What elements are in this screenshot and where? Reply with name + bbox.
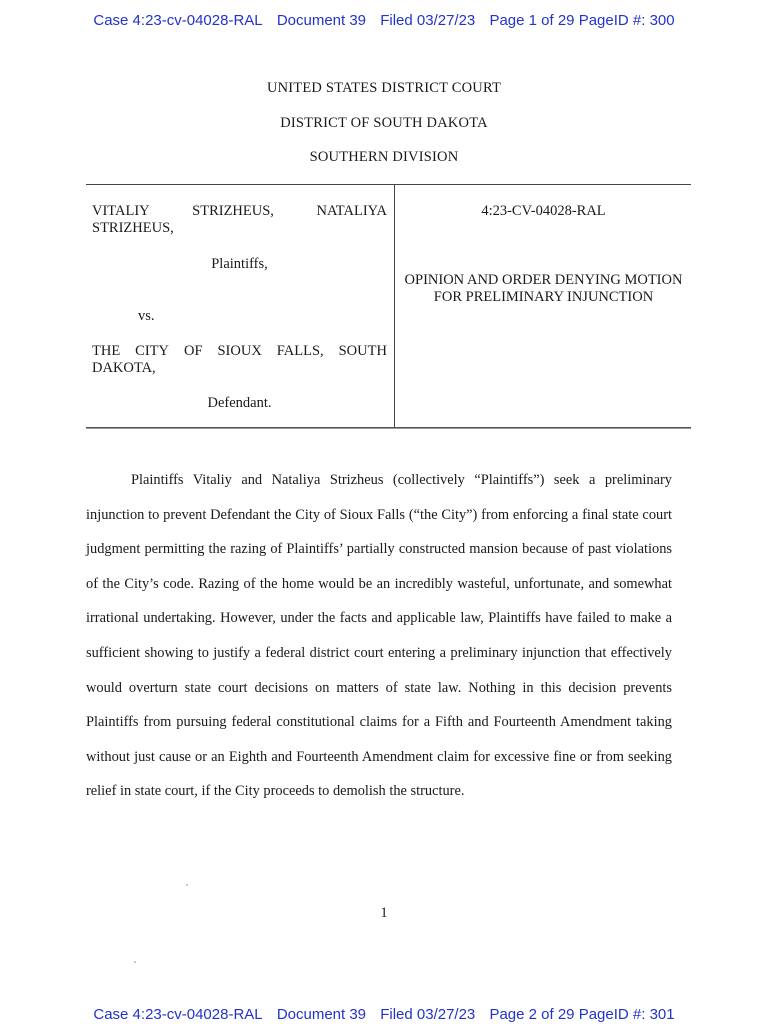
- caption-word: STRIZHEUS,: [192, 203, 274, 219]
- ecf-document-number: Document 39: [276, 1006, 367, 1023]
- plaintiff-names-line-1: [92, 203, 387, 220]
- caption-word: OF: [183, 343, 203, 359]
- court-district: DISTRICT OF SOUTH DAKOTA: [280, 115, 488, 131]
- defendant-names-line-1: [92, 343, 387, 360]
- ecf-document-number: Document 39: [276, 12, 367, 29]
- ecf-filed-date: Filed 03/27/23: [380, 1006, 476, 1023]
- defendant-role: Defendant.: [207, 395, 272, 411]
- ecf-case-number: Case 4:23-cv-04028-RAL: [93, 1006, 263, 1023]
- scan-speck: [186, 884, 188, 886]
- ecf-case-number: Case 4:23-cv-04028-RAL: [93, 12, 263, 29]
- caption-vertical-divider: [394, 184, 395, 428]
- ecf-header-top: [0, 12, 768, 29]
- caption-word: SIOUX: [217, 343, 262, 359]
- scan-speck: [134, 961, 136, 963]
- caption-word: NATALIYA: [316, 203, 387, 219]
- plaintiff-names: [92, 203, 387, 237]
- caption-top-rule: [86, 184, 691, 185]
- plaintiff-names-line-2: STRIZHEUS,: [92, 220, 174, 236]
- versus-label: vs.: [138, 308, 155, 324]
- case-number: 4:23-CV-04028-RAL: [481, 203, 606, 219]
- court-name: UNITED STATES DISTRICT COURT: [266, 80, 502, 96]
- ecf-header-bottom: [0, 1006, 768, 1023]
- defendant-names: [92, 343, 387, 377]
- ecf-page-info: Page 1 of 29 PageID #: 300: [489, 12, 675, 29]
- caption-word: FALLS,: [276, 343, 324, 359]
- caption-word: CITY: [135, 343, 169, 359]
- court-division: SOUTHERN DIVISION: [309, 149, 459, 165]
- caption-word: SOUTH: [338, 343, 387, 359]
- plaintiffs-role: Plaintiffs,: [211, 256, 268, 272]
- caption-bottom-rule: [86, 427, 691, 428]
- ecf-page-info: Page 2 of 29 PageID #: 301: [489, 1006, 675, 1023]
- caption-word: VITALIY: [92, 203, 150, 219]
- caption-word: THE: [92, 343, 121, 359]
- defendant-names-line-2: DAKOTA,: [92, 360, 156, 376]
- order-title: OPINION AND ORDER DENYING MOTION FOR PRELIMINARY INJUNCTION: [404, 272, 683, 305]
- opinion-paragraph: Plaintiffs Vitaliy and Nataliya Strizheus (collectively “Plaintiffs”) seek a preliminary injunction to prevent Defendant the City of Sioux Falls (“the City”) from enforcing a final state court judgment permitting the razing of Plaintiffs’ partially constructed mansion because of past violations of the City’s code. Razing of the home would be an incredibly wasteful, unfortunate, and somewhat irrational undertaking. However, under the facts and applicable law, Plaintiffs have failed to make a sufficient showing to justify a federal district court entering a preliminary injunction that effectively would overturn state court decisions on matters of state law. Nothing in this decision prevents Plaintiffs from pursuing federal constitutional claims for a Fifth and Fourteenth Amendment taking without just cause or an Eighth and Fourteenth Amendment claim for excessive fine or from seeking relief in state court, if the City proceeds to demolish the structure.: [86, 472, 672, 800]
- page-number: 1: [380, 905, 388, 921]
- ecf-filed-date: Filed 03/27/23: [380, 12, 476, 29]
